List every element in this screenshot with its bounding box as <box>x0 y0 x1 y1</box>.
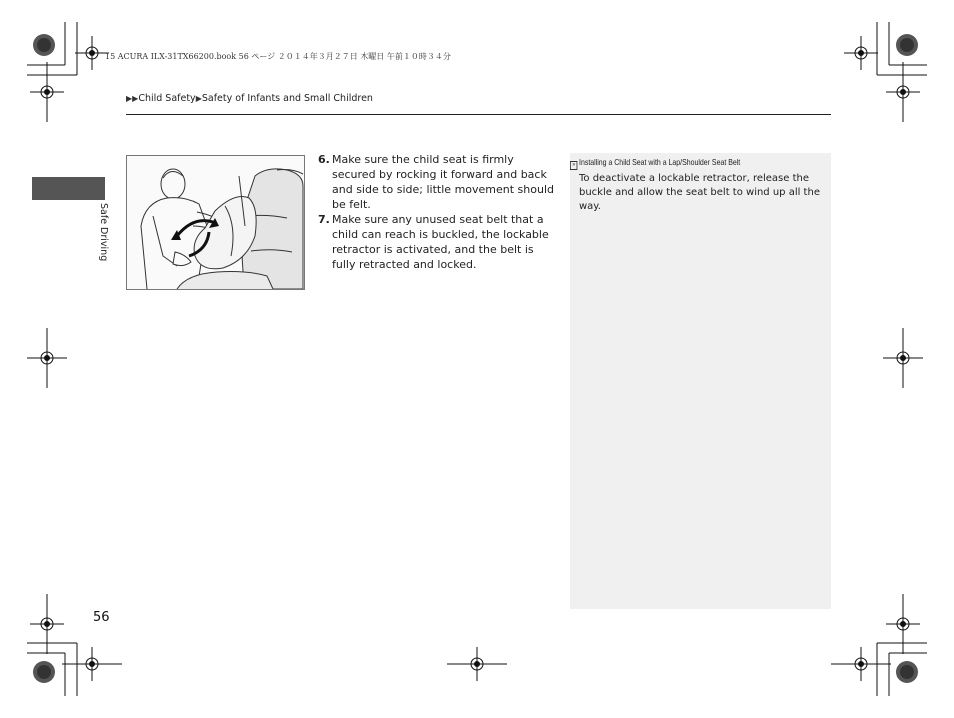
instruction-steps <box>318 152 556 272</box>
breadcrumb <box>126 93 373 104</box>
reference-icon: » <box>570 161 577 170</box>
section-tab-label: Safe Driving <box>98 203 109 262</box>
breadcrumb-separator: ▶ <box>195 94 202 103</box>
side-note-heading[interactable] <box>570 157 740 169</box>
step-number: 7. <box>318 213 330 226</box>
section-tab <box>32 177 105 200</box>
breadcrumb-arrows: ▶▶ <box>126 94 139 103</box>
side-note-heading-text: Installing a Child Seat with a Lap/Shoulder Seat Belt <box>579 157 741 167</box>
side-note-panel <box>570 153 831 609</box>
page-number: 56 <box>93 610 110 625</box>
step-7 <box>318 212 556 272</box>
header-rule <box>126 114 831 115</box>
step-number: 6. <box>318 153 330 166</box>
printer-info-line: 15 ACURA ILX-31TX66200.book 56 ページ ２０１４年３月２７日 木曜日 午前１０時３４分 <box>105 52 451 61</box>
step-6 <box>318 152 556 212</box>
step-text: Make sure the child seat is firmly secured by rocking it forward and back and side to side; little movement should be felt. <box>332 153 554 211</box>
child-seat-illustration <box>126 155 305 290</box>
step-text: Make sure any unused seat belt that a child can reach is buckled, the lockable retractor is activated, and the belt is fully retracted and locked. <box>332 213 549 271</box>
breadcrumb-subsection[interactable]: Safety of Infants and Small Children <box>201 93 373 104</box>
breadcrumb-section[interactable]: Child Safety <box>138 93 196 104</box>
side-note-body: To deactivate a lockable retractor, release the buckle and allow the seat belt to wind up all the way. <box>579 173 820 212</box>
